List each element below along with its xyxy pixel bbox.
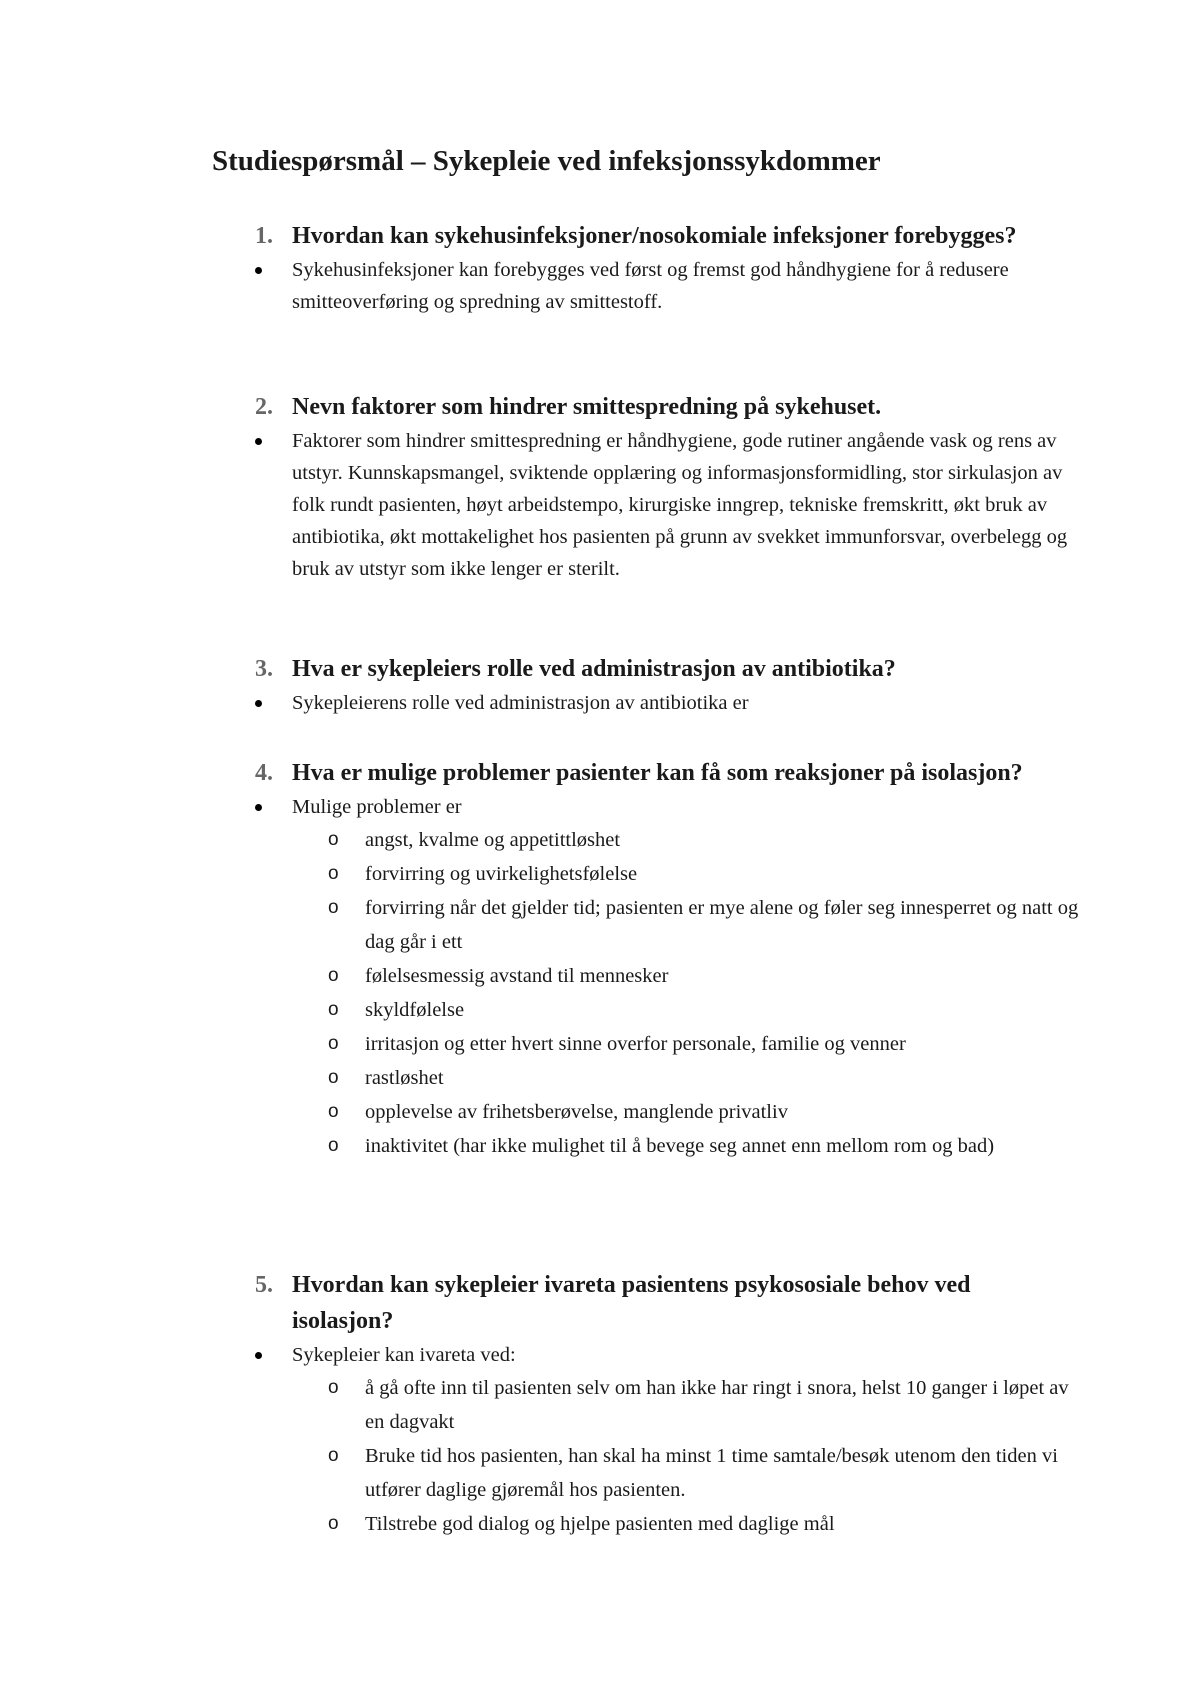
answer-bullet <box>0 791 1092 1163</box>
circle-bullet-icon: o <box>328 999 339 1020</box>
sub-item <box>0 823 1085 857</box>
answer-bullet <box>0 1339 1092 1541</box>
answer-text: Mulige problemer er <box>292 796 462 818</box>
question-4 <box>0 755 1200 1163</box>
answer-list <box>0 254 1200 318</box>
answer-bullet <box>0 425 1092 585</box>
question-number: 2. <box>255 394 273 420</box>
sub-item-text: forvirring og uvirkelighetsfølelse <box>365 863 638 885</box>
answer-text: Sykehusinfeksjoner kan forebygges ved først og fremst god håndhygiene for å redusere smitteoverføring og spredning av smittestoff. <box>292 259 1009 313</box>
answer-list <box>0 425 1200 585</box>
circle-bullet-icon: o <box>328 897 339 918</box>
circle-bullet-icon: o <box>328 1377 339 1398</box>
question-2 <box>0 389 1200 585</box>
question-heading <box>0 218 1072 254</box>
answer-list <box>0 1339 1200 1541</box>
question-number: 1. <box>255 223 273 249</box>
circle-bullet-icon: o <box>328 1445 339 1466</box>
circle-bullet-icon: o <box>328 1513 339 1534</box>
sub-list <box>292 1371 1092 1541</box>
sub-item <box>0 1095 1085 1129</box>
question-title: Hvordan kan sykepleier ivareta pasientens psykososiale behov ved isolasjon? <box>292 1272 971 1334</box>
bullet-icon <box>255 438 262 445</box>
question-3 <box>0 651 1200 719</box>
sub-item <box>0 1061 1085 1095</box>
sub-item-text: forvirring når det gjelder tid; pasienten er mye alene og føler seg innesperret og natt og dag går i ett <box>365 897 1079 953</box>
sub-item-text: angst, kvalme og appetittløshet <box>365 829 621 851</box>
sub-item-text: rastløshet <box>365 1067 444 1089</box>
sub-item-text: opplevelse av frihetsberøvelse, manglende privatliv <box>365 1101 788 1123</box>
question-title: Hva er sykepleiers rolle ved administrasjon av antibiotika? <box>292 656 896 682</box>
question-number: 4. <box>255 760 273 786</box>
answer-list <box>0 687 1200 719</box>
question-heading <box>0 755 1072 791</box>
sub-item <box>0 993 1085 1027</box>
sub-item-text: Tilstrebe god dialog og hjelpe pasienten med daglige mål <box>365 1513 835 1535</box>
sub-item <box>0 1027 1085 1061</box>
sub-item <box>0 1507 1085 1541</box>
sub-item-text: å gå ofte inn til pasienten selv om han ikke har ringt i snora, helst 10 ganger i løpet av en dagvakt <box>365 1377 1069 1433</box>
sub-list <box>292 823 1092 1163</box>
question-title: Hva er mulige problemer pasienter kan få som reaksjoner på isolasjon? <box>292 760 1023 786</box>
sub-item-text: Bruke tid hos pasienten, han skal ha minst 1 time samtale/besøk utenom den tiden vi utfører daglige gjøremål hos pasienten. <box>365 1445 1058 1501</box>
circle-bullet-icon: o <box>328 1101 339 1122</box>
circle-bullet-icon: o <box>328 863 339 884</box>
circle-bullet-icon: o <box>328 1067 339 1088</box>
bullet-icon <box>255 804 262 811</box>
bullet-icon <box>255 1352 262 1359</box>
question-number: 5. <box>255 1272 273 1298</box>
sub-item-text: inaktivitet (har ikke mulighet til å bevege seg annet enn mellom rom og bad) <box>365 1135 995 1157</box>
circle-bullet-icon: o <box>328 829 339 850</box>
question-title: Nevn faktorer som hindrer smittespredning på sykehuset. <box>292 394 882 420</box>
answer-text: Faktorer som hindrer smittespredning er håndhygiene, gode rutiner angående vask og rens av utstyr. Kunnskapsmangel, sviktende opplæring og informasjonsformidling, stor sirkulasjon av folk rundt pasienten, høyt arbeidstempo, kirurgiske inngrep, tekniske fremskritt, økt bruk av antibiotika, økt mottakelighet hos pasienten på grunn av svekket immunforsvar, overbelegg og bruk av utstyr som ikke lenger er sterilt. <box>292 430 1068 580</box>
sub-item-text: skyldfølelse <box>365 999 465 1021</box>
sub-item-text: følelsesmessig avstand til mennesker <box>365 965 669 987</box>
question-5 <box>0 1267 1200 1541</box>
sub-item <box>0 959 1085 993</box>
sub-item <box>0 1129 1085 1163</box>
question-heading <box>0 389 1072 425</box>
answer-bullet <box>0 687 1092 719</box>
circle-bullet-icon: o <box>328 965 339 986</box>
question-heading <box>0 1267 1072 1339</box>
sub-item <box>0 857 1085 891</box>
answer-text: Sykepleierens rolle ved administrasjon av antibiotika er <box>292 692 749 714</box>
circle-bullet-icon: o <box>328 1135 339 1156</box>
bullet-icon <box>255 267 262 274</box>
document-title: Studiespørsmål – Sykepleie ved infeksjonssykdommer <box>212 145 881 177</box>
answer-bullet <box>0 254 1092 318</box>
circle-bullet-icon: o <box>328 1033 339 1054</box>
question-1 <box>0 218 1200 318</box>
question-heading <box>0 651 1072 687</box>
sub-item <box>0 1371 1085 1439</box>
question-number: 3. <box>255 656 273 682</box>
sub-item <box>0 1439 1085 1507</box>
answer-list <box>0 791 1200 1163</box>
sub-item-text: irritasjon og etter hvert sinne overfor personale, familie og venner <box>365 1033 906 1055</box>
bullet-icon <box>255 700 262 707</box>
answer-text: Sykepleier kan ivareta ved: <box>292 1344 516 1366</box>
question-title: Hvordan kan sykehusinfeksjoner/nosokomiale infeksjoner forebygges? <box>292 223 1017 249</box>
sub-item <box>0 891 1085 959</box>
